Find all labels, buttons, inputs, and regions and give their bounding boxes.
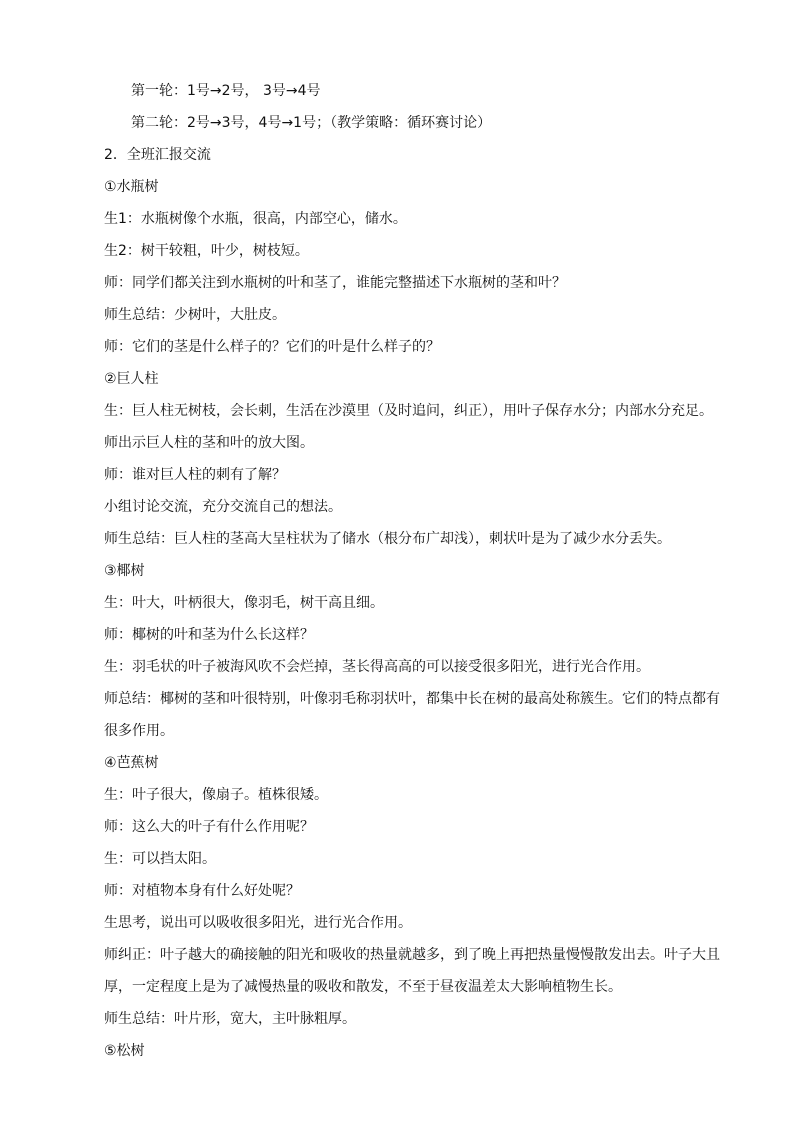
round-one-line: 第一轮：1号→2号， 3号→4号 (131, 83, 321, 99)
paragraph: 小组讨论交流，充分交流自己的想法。 (104, 499, 342, 515)
paragraph: 师生总结：巨人柱的茎高大呈柱状为了储水（根分布广却浅），刺状叶是为了减少水分丢失。 (104, 531, 671, 547)
paragraph: 师：谁对巨人柱的刺有了解？ (104, 467, 286, 483)
paragraph: 师：这么大的叶子有什么作用呢？ (104, 819, 314, 835)
paragraph: 师纠正：叶子越大的确接触的阳光和吸收的热量就越多，到了晚上再把热量慢慢散发出去。叶子大且厚，一定程度上是为了减慢热量的吸收和散发，不至于昼夜温差太大影响植物生长。 (104, 947, 720, 995)
paragraph: 生：羽毛状的叶子被海风吹不会烂掉，茎长得高高的可以接受很多阳光，进行光合作用。 (104, 659, 650, 675)
paragraph: 生1：水瓶树像个水瓶，很高，内部空心，储水。 (104, 211, 407, 227)
round-two-line: 第二轮：2号→3号，4号→1号；（教学策略：循环赛讨论） (131, 115, 492, 131)
subheading-coconut-tree: ③椰树 (104, 563, 145, 579)
paragraph: 师：椰树的叶和茎为什么长这样？ (104, 627, 314, 643)
paragraph: 生：叶大，叶柄很大，像羽毛，树干高且细。 (104, 595, 384, 611)
paragraph: 生：叶子很大，像扇子。植株很矮。 (104, 787, 328, 803)
paragraph: 师：它们的茎是什么样子的？它们的叶是什么样子的？ (104, 339, 440, 355)
paragraph: 师：对植物本身有什么好处呢？ (104, 883, 300, 899)
paragraph: 生：可以挡太阳。 (104, 851, 216, 867)
subheading-banana-tree: ④芭蕉树 (104, 755, 159, 771)
paragraph: 师：同学们都关注到水瓶树的叶和茎了，谁能完整描述下水瓶树的茎和叶？ (104, 275, 566, 291)
paragraph: 生2：树干较粗，叶少，树枝短。 (104, 243, 309, 259)
paragraph: 生：巨人柱无树枝，会长刺，生活在沙漠里（及时追问，纠正），用叶子保存水分；内部水分充足。师出示巨人柱的茎和叶的放大图。 (104, 403, 713, 451)
paragraph: 师总结：椰树的茎和叶很特别，叶像羽毛称羽状叶，都集中长在树的最高处称簇生。它们的特点都有很多作用。 (104, 691, 720, 739)
subheading-saguaro: ②巨人柱 (104, 371, 159, 387)
subheading-pine-tree: ⑤松树 (104, 1043, 145, 1059)
subheading-bottle-tree: ①水瓶树 (104, 179, 159, 195)
paragraph: 生思考，说出可以吸收很多阳光，进行光合作用。 (104, 915, 412, 931)
section-heading: 2．全班汇报交流 (104, 147, 211, 163)
paragraph: 师生总结：叶片形，宽大，主叶脉粗厚。 (104, 1011, 356, 1027)
paragraph: 师生总结：少树叶，大肚皮。 (104, 307, 286, 323)
